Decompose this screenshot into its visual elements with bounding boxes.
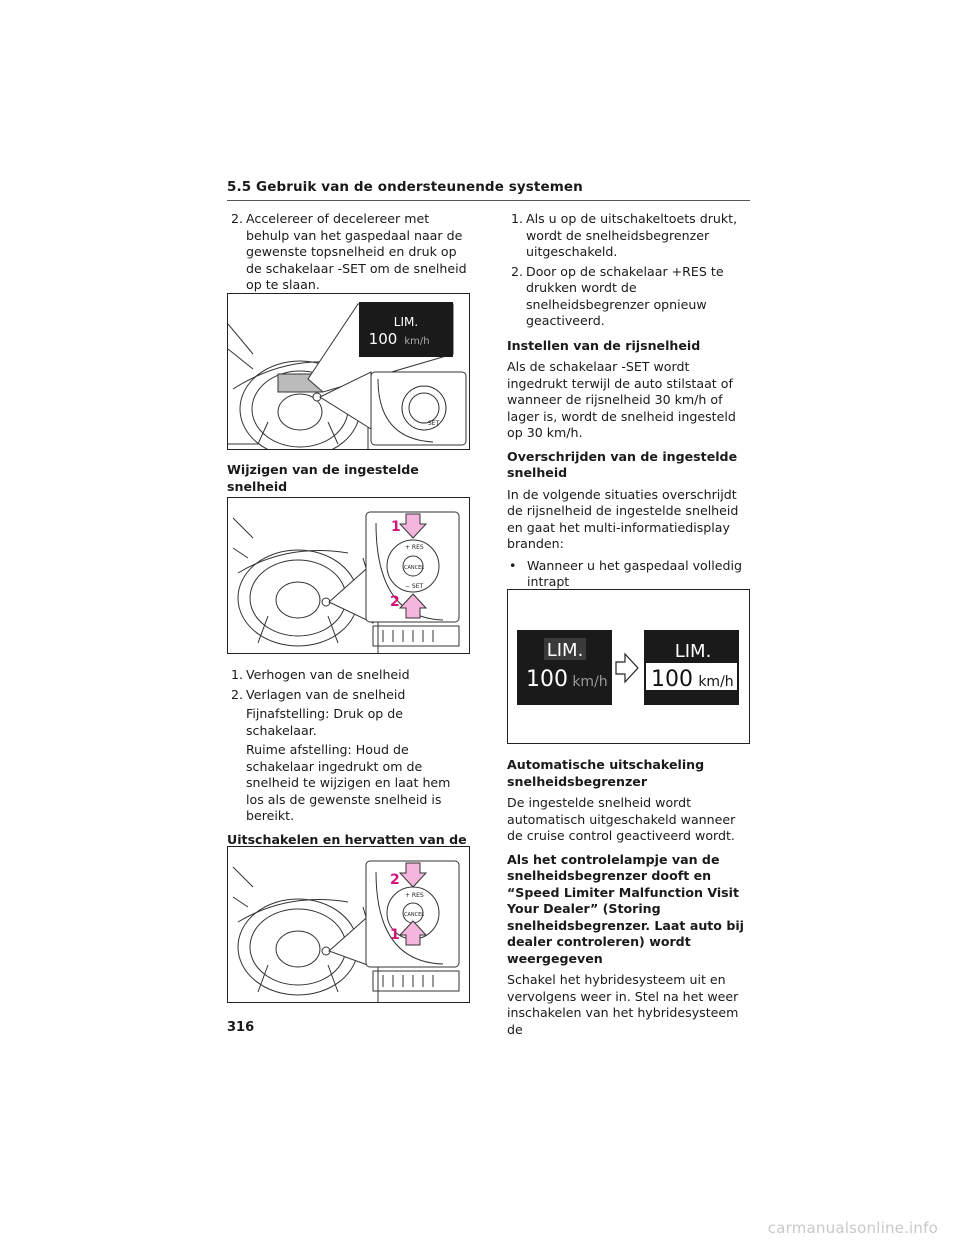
figure-display-flash: [507, 589, 750, 744]
list-item: [507, 211, 750, 261]
page-number: 316: [227, 1020, 255, 1035]
fine-adjust-text: Fijnafstelling: Druk op de schakelaar.: [246, 706, 404, 738]
bullet-text: Wanneer u het gaspedaal volledig intrapt: [527, 557, 742, 589]
list-number: 1.: [230, 667, 243, 682]
bullet-item: • Wanneer u het gaspedaal volledig intrapt: [507, 558, 750, 591]
list-text: Als u op de uitschakeltoets drukt, wordt de snelheidsbegrenzer uitgeschakeld.: [526, 211, 738, 259]
left-list: [227, 667, 467, 865]
section-title: 5.5 Gebruik van de ondersteunende systemen: [227, 179, 583, 195]
speed-value-normal: 100: [526, 667, 568, 692]
heading-change-speed: Wijzigen van de ingestelde snelheid: [227, 462, 419, 494]
list-item: [227, 687, 467, 704]
para-min-speed: Als de schakelaar -SET wordt ingedrukt terwijl de auto stilstaat of wanneer de rijsnelheid 30 km/h of lager is, wordt de snelheid ingesteld op 30 km/h.: [507, 359, 736, 440]
figure-disable-resume: [227, 846, 470, 1003]
speed-unit-normal: km/h: [572, 674, 608, 690]
right-bottom: [507, 757, 750, 1038]
res-label: + RES: [405, 892, 424, 899]
speed-unit: km/h: [404, 336, 430, 347]
lim-label: LIM.: [393, 315, 419, 329]
callout-2: 2: [390, 594, 400, 610]
coarse-adjust-text: Ruime afstelling: Houd de schakelaar ingedrukt om de snelheid te wijzigen en laat hem los als de gewenste snelheid is bereikt.: [246, 742, 451, 823]
callout-1: 1: [391, 519, 401, 535]
callout-1: 1: [390, 927, 400, 943]
list-number: 2.: [230, 686, 243, 702]
list-number: 2.: [230, 211, 243, 226]
list-number: 1.: [510, 211, 523, 226]
heading-min-speed: Instellen van de rijsnelheid: [507, 337, 701, 353]
watermark: carmanualsonline.info: [767, 1219, 938, 1237]
lim-label-flash: LIM.: [674, 641, 712, 662]
speed-unit-flash: km/h: [698, 674, 734, 690]
list-text: Verhogen van de snelheid: [246, 667, 410, 682]
callout-2: 2: [390, 872, 400, 888]
heading-auto-off: Automatische uitschakeling snelheidsbegrenzer: [507, 757, 705, 789]
para-exceed: In de volgende situaties overschrijdt de rijsnelheid de ingestelde snelheid en gaat het multi-informatiedisplay branden:: [507, 486, 739, 551]
figure-speed-set: [227, 293, 470, 450]
heading-disable-resume: Uitschakelen en hervatten van de: [227, 831, 467, 847]
list-item: [227, 211, 467, 294]
header-divider: [227, 200, 750, 201]
speed-value: 100: [368, 330, 398, 348]
para-lamp: Schakel het hybridesysteem uit en vervolgens weer in. Stel na het weer inschakelen van het hybridesysteem de: [507, 972, 739, 1037]
para-auto-off: De ingestelde snelheid wordt automatisch uitgeschakeld wanneer de cruise control geactiveerd wordt.: [507, 795, 736, 843]
set-label: − SET: [421, 420, 440, 427]
cancel-label: CANCEL: [404, 565, 425, 571]
list-text: Verlagen van de snelheid: [246, 686, 406, 702]
arrow-right-icon: [616, 654, 638, 682]
res-label: + RES: [405, 544, 424, 551]
list-text: Door op de schakelaar +RES te drukken wordt de snelheidsbegrenzer opnieuw geactiveerd.: [526, 263, 724, 328]
figure-change-speed: [227, 497, 470, 654]
list-item: [507, 264, 750, 330]
right-top: [507, 211, 750, 629]
list-number: 2.: [510, 263, 523, 279]
set-label: − SET: [405, 583, 424, 590]
list-text: Accelereer of decelereer met behulp van het gaspedaal naar de gewenste topsnelheid en druk op de schakelaar -SET om de snelheid op te slaan.: [246, 211, 467, 292]
heading-exceed: Overschrijden van de ingestelde snelheid: [507, 448, 738, 480]
left-intro: [227, 211, 467, 294]
lim-label-normal: LIM.: [546, 640, 584, 661]
heading-lamp: Als het controlelampje van de snelheidsbegrenzer dooft en “Speed Limiter Malfunction Visit Your Dealer” (Storing snelheidsbegrenzer. Laat auto bij dealer controleren) wordt weergegeven: [507, 851, 744, 966]
cancel-label: CANCEL: [404, 912, 425, 918]
list-item: [227, 667, 467, 684]
speed-value-flash: 100: [651, 667, 693, 692]
